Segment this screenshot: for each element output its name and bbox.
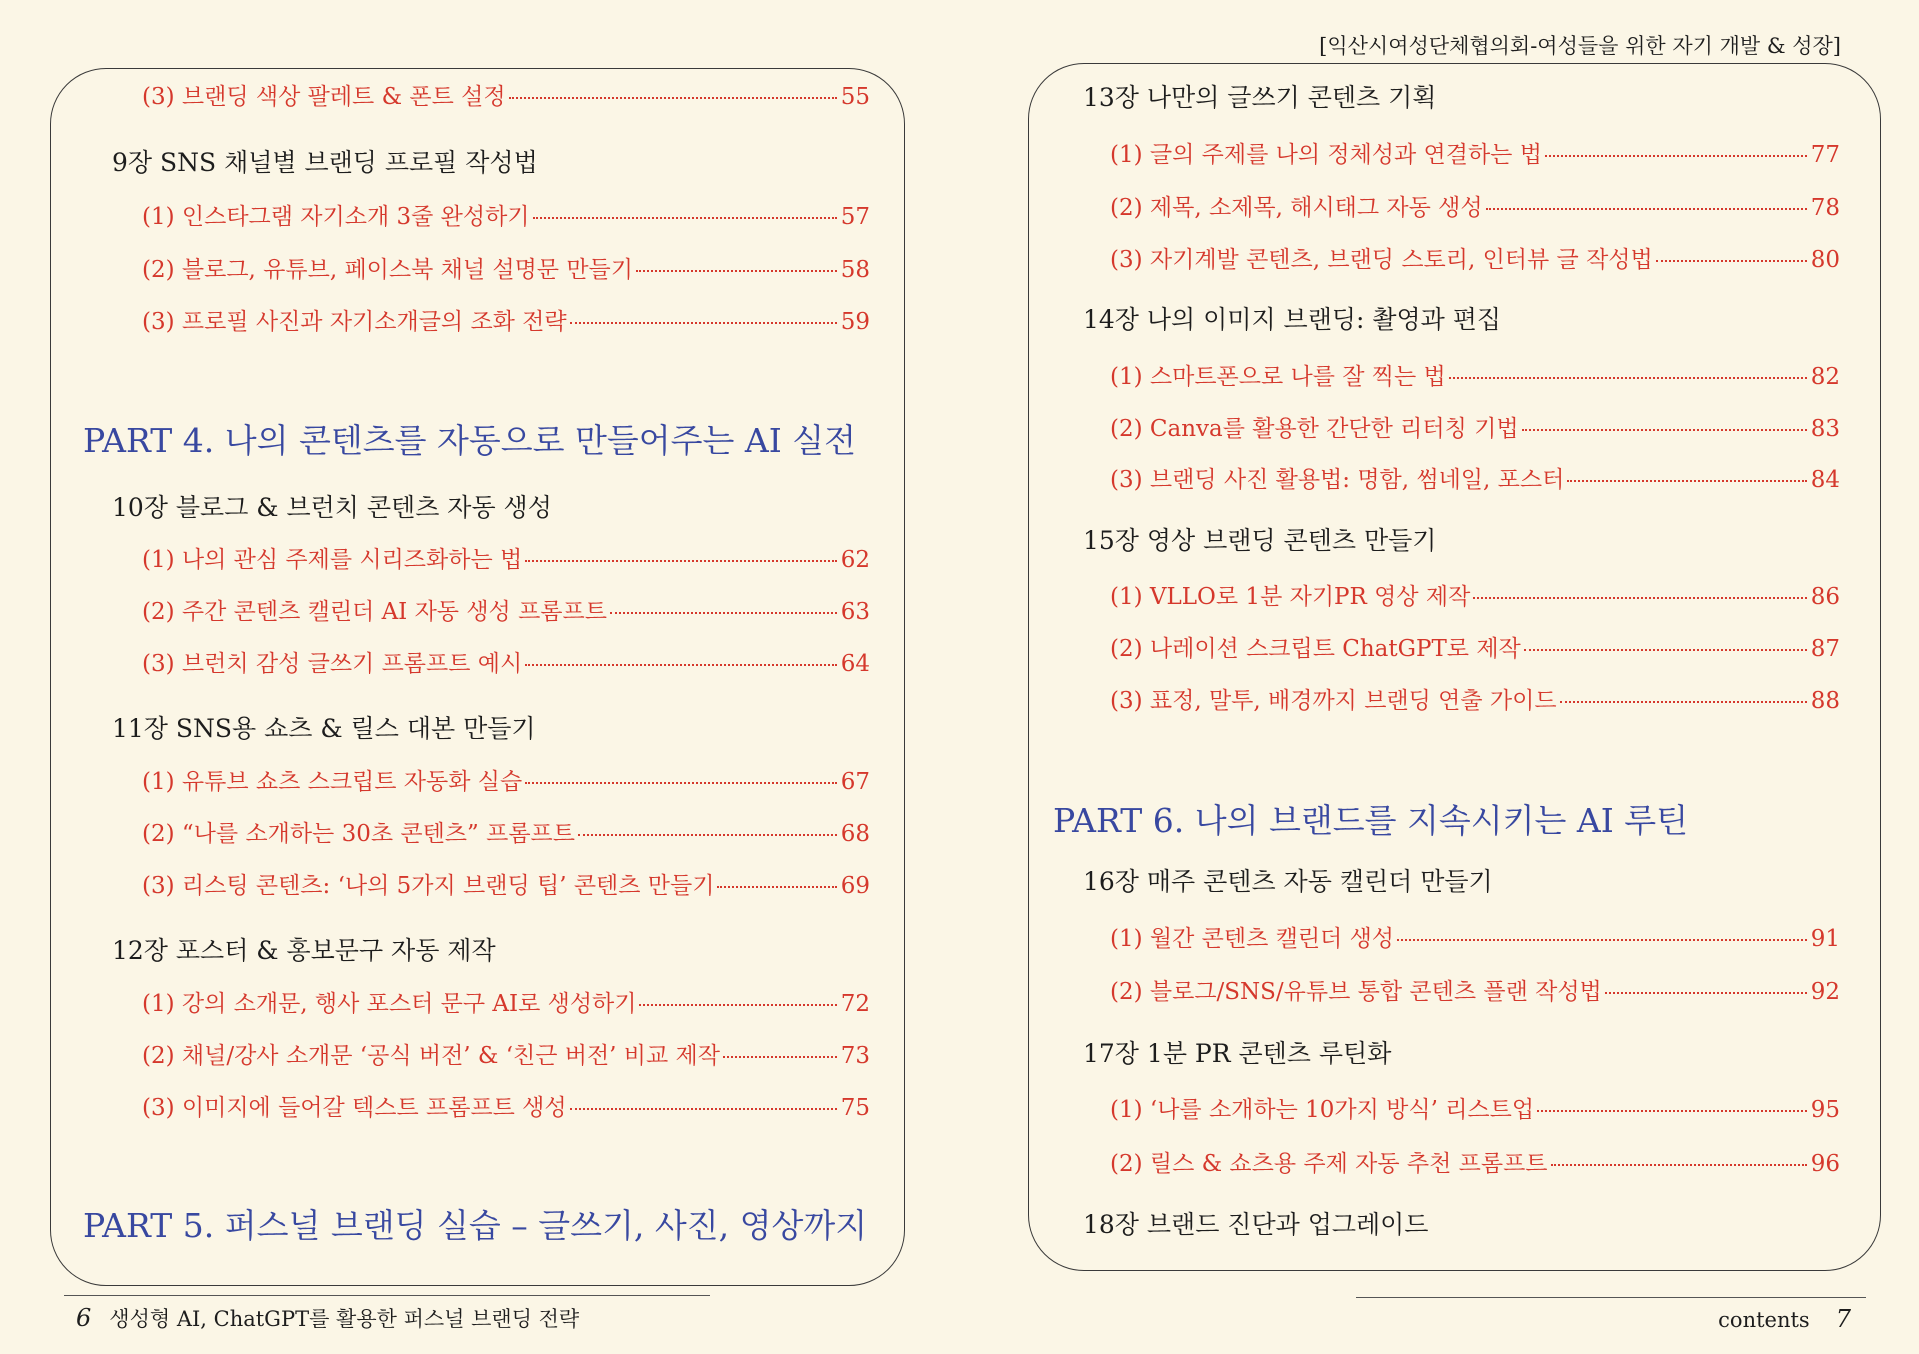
toc-entry-title: (3) 프로필 사진과 자기소개글의 조화 전략 bbox=[142, 309, 567, 335]
dot-leader bbox=[610, 612, 837, 614]
toc-entry[interactable] bbox=[1110, 461, 1840, 494]
toc-entry-title: (2) 채널/강사 소개문 ‘공식 버전’ & ‘친근 버전’ 비교 제작 bbox=[142, 1043, 720, 1069]
running-header: [익산시여성단체협의회-여성들을 위한 자기 개발 & 성장] bbox=[1319, 34, 1841, 58]
dot-leader bbox=[717, 886, 836, 888]
toc-page-number: 63 bbox=[840, 599, 870, 625]
dot-leader bbox=[1473, 597, 1806, 599]
toc-entry-title: (3) 이미지에 들어갈 텍스트 프롬프트 생성 bbox=[142, 1095, 567, 1121]
dot-leader bbox=[578, 834, 837, 836]
toc-entry-title: (2) Canva를 활용한 간단한 리터칭 기법 bbox=[1110, 416, 1519, 442]
toc-page-number: 87 bbox=[1810, 636, 1840, 662]
toc-page-number: 64 bbox=[840, 651, 870, 677]
toc-page-number: 88 bbox=[1810, 688, 1840, 714]
toc-entry-title: (2) 주간 콘텐츠 캘린더 AI 자동 생성 프롬프트 bbox=[142, 599, 607, 625]
contents-label: contents bbox=[1718, 1308, 1810, 1332]
toc-entry[interactable] bbox=[142, 985, 870, 1018]
toc-entry[interactable] bbox=[1110, 1145, 1840, 1178]
toc-entry[interactable] bbox=[1110, 241, 1840, 274]
dot-leader bbox=[570, 1108, 837, 1110]
toc-entry[interactable] bbox=[142, 541, 870, 574]
toc-entry[interactable] bbox=[142, 1089, 870, 1122]
book-title: 생성형 AI, ChatGPT를 활용한 퍼스널 브랜딩 전략 bbox=[109, 1307, 580, 1331]
toc-page-number: 72 bbox=[840, 991, 870, 1017]
page-number-left: 6 bbox=[76, 1304, 92, 1332]
footer-left bbox=[76, 1303, 579, 1333]
toc-entry[interactable] bbox=[1110, 410, 1840, 443]
dot-leader bbox=[1524, 649, 1807, 651]
toc-page-number: 80 bbox=[1810, 247, 1840, 273]
toc-entry[interactable] bbox=[1110, 578, 1840, 611]
toc-entry[interactable] bbox=[142, 867, 870, 900]
footer-right bbox=[1718, 1305, 1851, 1333]
chapter-heading: 11장 SNS용 쇼츠 & 릴스 대본 만들기 bbox=[112, 714, 536, 743]
toc-entry-title: (3) 리스팅 콘텐츠: ‘나의 5가지 브랜딩 팁’ 콘텐츠 만들기 bbox=[142, 873, 715, 899]
dot-leader bbox=[1656, 260, 1807, 262]
toc-entry-title: (3) 자기계발 콘텐츠, 브랜딩 스토리, 인터뷰 글 작성법 bbox=[1110, 247, 1653, 273]
toc-entry-title: (1) 나의 관심 주제를 시리즈화하는 법 bbox=[142, 547, 523, 573]
footer-rule-left bbox=[64, 1295, 710, 1296]
toc-entry[interactable] bbox=[1110, 630, 1840, 663]
toc-entry-title: (3) 표정, 말투, 배경까지 브랜딩 연출 가이드 bbox=[1110, 688, 1557, 714]
toc-entry[interactable] bbox=[142, 303, 870, 336]
dot-leader bbox=[1486, 208, 1807, 210]
toc-page-number: 57 bbox=[840, 204, 870, 230]
toc-entry-title: (3) 브런치 감성 글쓰기 프롬프트 예시 bbox=[142, 651, 523, 677]
chapter-heading: 18장 브랜드 진단과 업그레이드 bbox=[1083, 1210, 1429, 1239]
toc-page-number: 68 bbox=[840, 821, 870, 847]
toc-entry-title: (2) 블로그/SNS/유튜브 통합 콘텐츠 플랜 작성법 bbox=[1110, 979, 1602, 1005]
toc-entry-title: (1) ‘나를 소개하는 10가지 방식’ 리스트업 bbox=[1110, 1097, 1535, 1123]
footer-rule-right bbox=[1356, 1297, 1866, 1298]
dot-leader bbox=[1605, 992, 1807, 994]
chapter-heading: 16장 매주 콘텐츠 자동 캘린더 만들기 bbox=[1083, 867, 1493, 896]
dot-leader bbox=[639, 1004, 836, 1006]
toc-page-number: 67 bbox=[840, 769, 870, 795]
toc-entry[interactable] bbox=[142, 78, 870, 111]
part-heading: PART 6. 나의 브랜드를 지속시키는 AI 루틴 bbox=[1053, 801, 1688, 840]
toc-entry-title: (1) 유튜브 쇼츠 스크립트 자동화 실습 bbox=[142, 769, 523, 795]
dot-leader bbox=[1560, 701, 1807, 703]
part-heading: PART 5. 퍼스널 브랜딩 실습 – 글쓰기, 사진, 영상까지 bbox=[83, 1206, 868, 1245]
toc-page-number: 83 bbox=[1810, 416, 1840, 442]
toc-entry-title: (1) 글의 주제를 나의 정체성과 연결하는 법 bbox=[1110, 142, 1542, 168]
toc-entry-title: (3) 브랜딩 사진 활용법: 명함, 썸네일, 포스터 bbox=[1110, 467, 1565, 493]
dot-leader bbox=[533, 217, 837, 219]
chapter-heading: 14장 나의 이미지 브랜딩: 촬영과 편집 bbox=[1083, 305, 1502, 334]
toc-page-number: 59 bbox=[840, 309, 870, 335]
toc-page-number: 73 bbox=[840, 1043, 870, 1069]
toc-entry[interactable] bbox=[1110, 358, 1840, 391]
toc-entry-title: (1) VLLO로 1분 자기PR 영상 제작 bbox=[1110, 584, 1471, 610]
dot-leader bbox=[570, 322, 837, 324]
toc-page-number: 95 bbox=[1810, 1097, 1840, 1123]
toc-entry-title: (2) 나레이션 스크립트 ChatGPT로 제작 bbox=[1110, 636, 1521, 662]
toc-page-number: 86 bbox=[1810, 584, 1840, 610]
dot-leader bbox=[1449, 377, 1807, 379]
dot-leader bbox=[1567, 480, 1806, 482]
dot-leader bbox=[1537, 1110, 1807, 1112]
chapter-heading: 15장 영상 브랜딩 콘텐츠 만들기 bbox=[1083, 526, 1437, 555]
toc-page-number: 78 bbox=[1810, 195, 1840, 221]
toc-entry-title: (1) 인스타그램 자기소개 3줄 완성하기 bbox=[142, 204, 530, 230]
toc-entry[interactable] bbox=[142, 763, 870, 796]
toc-entry-title: (1) 월간 콘텐츠 캘린더 생성 bbox=[1110, 926, 1395, 952]
dot-leader bbox=[1522, 429, 1807, 431]
toc-page-number: 62 bbox=[840, 547, 870, 573]
toc-page-number: 92 bbox=[1810, 979, 1840, 1005]
toc-page-number: 55 bbox=[840, 84, 870, 110]
toc-entry-title: (2) “나를 소개하는 30초 콘텐츠” 프롬프트 bbox=[142, 821, 575, 847]
dot-leader bbox=[636, 270, 837, 272]
toc-entry-title: (2) 제목, 소제목, 해시태그 자동 생성 bbox=[1110, 195, 1483, 221]
toc-page-number: 77 bbox=[1810, 142, 1840, 168]
chapter-heading: 10장 블로그 & 브런치 콘텐츠 자동 생성 bbox=[112, 493, 552, 522]
toc-page-number: 75 bbox=[840, 1095, 870, 1121]
dot-leader bbox=[723, 1056, 837, 1058]
toc-page-number: 91 bbox=[1810, 926, 1840, 952]
toc-page-number: 84 bbox=[1810, 467, 1840, 493]
toc-entry[interactable] bbox=[1110, 189, 1840, 222]
chapter-heading: 17장 1분 PR 콘텐츠 루틴화 bbox=[1083, 1039, 1392, 1068]
toc-page-number: 69 bbox=[840, 873, 870, 899]
toc-entry-title: (1) 강의 소개문, 행사 포스터 문구 AI로 생성하기 bbox=[142, 991, 637, 1017]
dot-leader bbox=[525, 560, 837, 562]
toc-entry[interactable] bbox=[142, 251, 870, 284]
dot-leader bbox=[1397, 939, 1807, 941]
chapter-heading: 13장 나만의 글쓰기 콘텐츠 기획 bbox=[1083, 83, 1437, 112]
toc-entry-title: (2) 블로그, 유튜브, 페이스북 채널 설명문 만들기 bbox=[142, 257, 633, 283]
dot-leader bbox=[509, 97, 837, 99]
toc-page-number: 58 bbox=[840, 257, 870, 283]
toc-entry[interactable] bbox=[1110, 682, 1840, 715]
dot-leader bbox=[525, 664, 837, 666]
chapter-heading: 9장 SNS 채널별 브랜딩 프로필 작성법 bbox=[112, 148, 538, 177]
toc-entry[interactable] bbox=[142, 593, 870, 626]
toc-entry[interactable] bbox=[1110, 920, 1840, 953]
toc-entry[interactable] bbox=[142, 1037, 870, 1070]
toc-entry[interactable] bbox=[142, 645, 870, 678]
dot-leader bbox=[525, 782, 837, 784]
page-number-right: 7 bbox=[1835, 1305, 1851, 1333]
toc-entry[interactable] bbox=[1110, 973, 1840, 1006]
toc-entry[interactable] bbox=[142, 198, 870, 231]
toc-entry-title: (3) 브랜딩 색상 팔레트 & 폰트 설정 bbox=[142, 84, 506, 110]
toc-entry-title: (2) 릴스 & 쇼츠용 주제 자동 추천 프롬프트 bbox=[1110, 1151, 1548, 1177]
toc-page-number: 96 bbox=[1810, 1151, 1840, 1177]
toc-page-number: 82 bbox=[1810, 364, 1840, 390]
toc-entry[interactable] bbox=[1110, 1091, 1840, 1124]
part-heading: PART 4. 나의 콘텐츠를 자동으로 만들어주는 AI 실전 bbox=[83, 421, 856, 460]
toc-entry-title: (1) 스마트폰으로 나를 잘 찍는 법 bbox=[1110, 364, 1446, 390]
toc-entry[interactable] bbox=[1110, 136, 1840, 169]
dot-leader bbox=[1551, 1164, 1807, 1166]
dot-leader bbox=[1545, 155, 1807, 157]
chapter-heading: 12장 포스터 & 홍보문구 자동 제작 bbox=[112, 936, 496, 965]
toc-entry[interactable] bbox=[142, 815, 870, 848]
